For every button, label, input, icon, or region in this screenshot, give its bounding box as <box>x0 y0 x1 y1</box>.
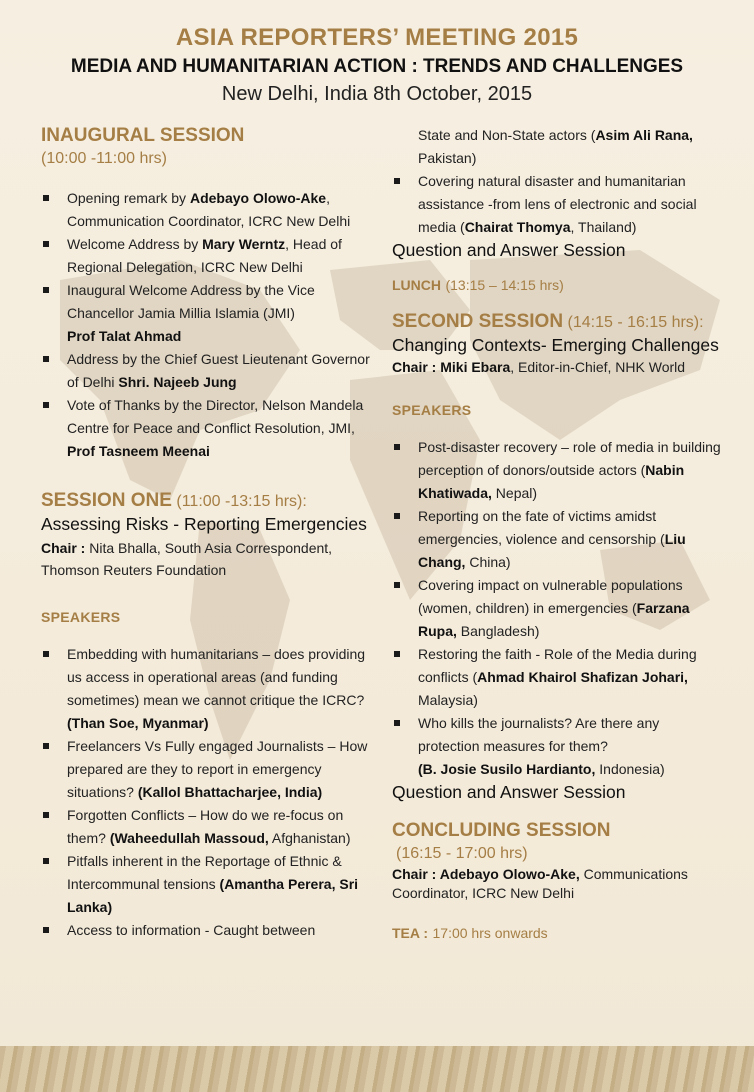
list-item: Vote of Thanks by the Director, Nelson Mandela Centre for Peace and Conflict Resolution, JMI, Prof Tasneem Meenai <box>41 394 377 463</box>
newspaper-footer-band <box>0 1046 754 1092</box>
session-two-title: Changing Contexts- Emerging Challenges <box>392 335 719 355</box>
session-one-time: (11:00 -13:15 hrs): <box>176 493 307 510</box>
event-title: ASIA REPORTERS’ MEETING 2015 <box>175 24 579 51</box>
left-column <box>41 124 377 942</box>
list-item: Opening remark by Adebayo Olowo-Ake, Communication Coordinator, ICRC New Delhi <box>41 187 377 233</box>
session-one-chair: Chair : Nita Bhalla, South Asia Correspondent, Thomson Reuters Foundation <box>41 540 333 578</box>
inaugural-heading: INAUGURAL SESSION <box>41 125 245 146</box>
event-place-date: New Delhi, India 8th October, 2015 <box>221 83 533 105</box>
continuation-list <box>392 124 722 239</box>
lunch-line: LUNCH (13:15 – 14:15 hrs) <box>392 277 564 293</box>
list-item: Reporting on the fate of victims amidst emergencies, violence and censorship (Liu Chang, China) <box>392 505 722 574</box>
session-two-speakers-label: SPEAKERS <box>392 402 472 418</box>
session-one-title: Assessing Risks - Reporting Emergencies <box>41 514 367 534</box>
concluding-heading: CONCLUDING SESSION <box>392 820 611 841</box>
list-item: Forgotten Conflicts – How do we re-focus on them? (Waheedullah Massoud, Afghanistan) <box>41 804 377 850</box>
qa-session-two: Question and Answer Session <box>392 782 626 802</box>
header <box>0 22 754 108</box>
list-item: Access to information - Caught between <box>41 919 377 942</box>
inaugural-time: (10:00 -11:00 hrs) <box>41 150 167 167</box>
list-item: Embedding with humanitarians – does providing us access in operational areas (and funding sometimes) mean we cannot critique the ICRC? (Than Soe, Myanmar) <box>41 643 377 735</box>
list-item: Welcome Address by Mary Werntz, Head of Regional Delegation, ICRC New Delhi <box>41 233 377 279</box>
list-item: Address by the Chief Guest Lieutenant Governor of Delhi Shri. Najeeb Jung <box>41 348 377 394</box>
concluding-chair: Chair : Adebayo Olowo-Ake, Communications Coordinator, ICRC New Delhi <box>392 866 688 901</box>
event-subtitle: MEDIA AND HUMANITARIAN ACTION : TRENDS AND CHALLENGES <box>70 56 684 77</box>
session-one-speakers-label: SPEAKERS <box>41 609 121 625</box>
list-item-continuation: State and Non-State actors (Asim Ali Rana, Pakistan) <box>418 127 693 166</box>
session-two-heading: SECOND SESSION <box>392 311 564 332</box>
right-column <box>392 124 722 944</box>
session-one-list <box>41 643 377 942</box>
concluding-time: (16:15 - 17:00 hrs) <box>396 845 528 862</box>
qa-session-one: Question and Answer Session <box>392 240 626 260</box>
tea-line: TEA : 17:00 hrs onwards <box>392 925 548 941</box>
list-item: Covering impact on vulnerable populations (women, children) in emergencies (Farzana Rupa, Bangladesh) <box>392 574 722 643</box>
list-item: Restoring the faith - Role of the Media during conflicts (Ahmad Khairol Shafizan Johari, Malaysia) <box>392 643 722 712</box>
list-item: Who kills the journalists? Are there any protection measures for them? (B. Josie Susilo Hardianto, Indonesia) <box>392 712 722 781</box>
list-item: Covering natural disaster and humanitarian assistance -from lens of electronic and social media (Chairat Thomya, Thailand) <box>392 170 722 239</box>
list-item: Pitfalls inherent in the Reportage of Ethnic & Intercommunal tensions (Amantha Perera, Sri Lanka) <box>41 850 377 919</box>
list-item: Inaugural Welcome Address by the Vice Chancellor Jamia Millia Islamia (JMI) Prof Talat Ahmad <box>41 279 377 348</box>
session-one-heading: SESSION ONE <box>41 490 172 511</box>
inaugural-list <box>41 187 377 463</box>
session-two-chair: Chair : Miki Ebara, Editor-in-Chief, NHK World <box>392 359 686 375</box>
list-item: Post-disaster recovery – role of media in building perception of donors/outside actors (Nabin Khatiwada, Nepal) <box>392 436 722 505</box>
session-two-time: (14:15 - 16:15 hrs): <box>567 314 704 331</box>
list-item: Freelancers Vs Fully engaged Journalists – How prepared are they to report in emergency situations? (Kallol Bhattacharjee, India) <box>41 735 377 804</box>
session-two-list <box>392 436 722 781</box>
